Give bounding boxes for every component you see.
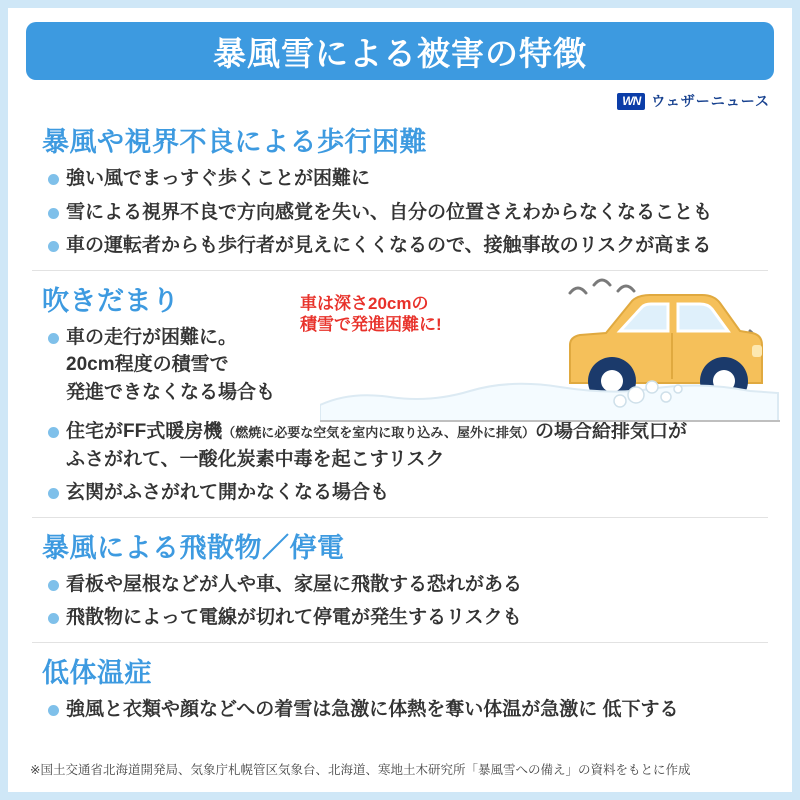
callout-line-2: 積雪で発進困難に! [300,314,442,334]
bullet-line-3: 発進できなくなる場合も [66,381,276,403]
source-footnote: ※国土交通省北海道開発局、気象庁札幌管区気象台、北海道、寒地土木研究所「暴風雪への備え」の資料をもとに作成 [30,762,691,777]
brand-logo [16,84,784,118]
bullet-list [34,571,766,632]
bullet-list [34,696,766,724]
bullet-text: 車の運転者からも歩行者が見えにくくなるので、接触事故のリスクが高まる [66,235,712,257]
list-item [48,696,766,724]
bullet-dot-icon [48,613,59,624]
section-title: 暴風や視界不良による歩行困難 [42,127,427,157]
header-banner [26,22,774,80]
bullet-text: 雪による視界不良で方向感覚を失い、自分の位置さえわからなくなることも [66,201,713,223]
list-item [48,199,766,227]
callout-text [300,293,480,336]
list-item [48,324,348,407]
section-snowdrift [16,279,784,507]
bullet-text: 飛散物によって電線が切れて停電が発生するリスクも [66,607,522,629]
bullet-list [34,165,766,260]
list-item [48,232,766,260]
bullet-text: 強風と衣類や顔などへの着雪は急激に体熱を奪い体温が急激に 低下する [66,699,679,721]
divider [32,517,768,518]
bullet-text-note: （燃焼に必要な空気を室内に取り込み、屋外に排気） [222,425,535,441]
bullet-text: 強い風でまっすぐ歩くことが困難に [66,168,371,189]
section-title: 暴風による飛散物／停電 [42,532,345,563]
bullet-text-pre: 住宅がFF式暖房機 [66,421,223,443]
bullet-text: 看板や屋根などが人や車、家屋に飛散する恐れがある [66,573,523,595]
logo-text: ウェザーニュース [651,93,770,109]
bullet-text-post: の場合給排気口が [535,421,688,443]
bullet-line-2: 20cm程度の積雪で [66,354,229,376]
page-title: 暴風雪による被害の特徴 [213,34,587,72]
section-hypothermia [16,651,784,724]
bullet-dot-icon [48,241,59,252]
section-title: 吹きだまり [42,285,180,316]
bullet-dot-icon [48,208,59,219]
list-item [48,604,766,632]
divider [32,642,768,643]
list-item [48,571,766,599]
bullet-line-1: 車の走行が困難に。 [66,326,238,348]
section-title: 低体温症 [42,658,152,689]
bullet-dot-icon [48,174,59,185]
bullet-text [66,324,275,407]
bullet-text: 玄関がふさがれて開かなくなる場合も [66,482,390,504]
callout-line-1: 車は深さ20cmの [300,293,429,313]
bullet-dot-icon [48,333,59,344]
list-item [48,479,766,507]
bullet-dot-icon [48,488,59,499]
bullet-line-2: ふさがれて、一酸化炭素中毒を起こすリスク [66,448,445,470]
bullet-dot-icon [48,580,59,591]
poster-body [16,16,784,784]
logo-mark-icon: WN [617,93,645,110]
list-item [48,165,766,193]
bullet-dot-icon [48,705,59,716]
section-flying-debris-blackout [16,526,784,632]
bullet-dot-icon [48,427,59,438]
section-walking-difficulty [16,120,784,260]
